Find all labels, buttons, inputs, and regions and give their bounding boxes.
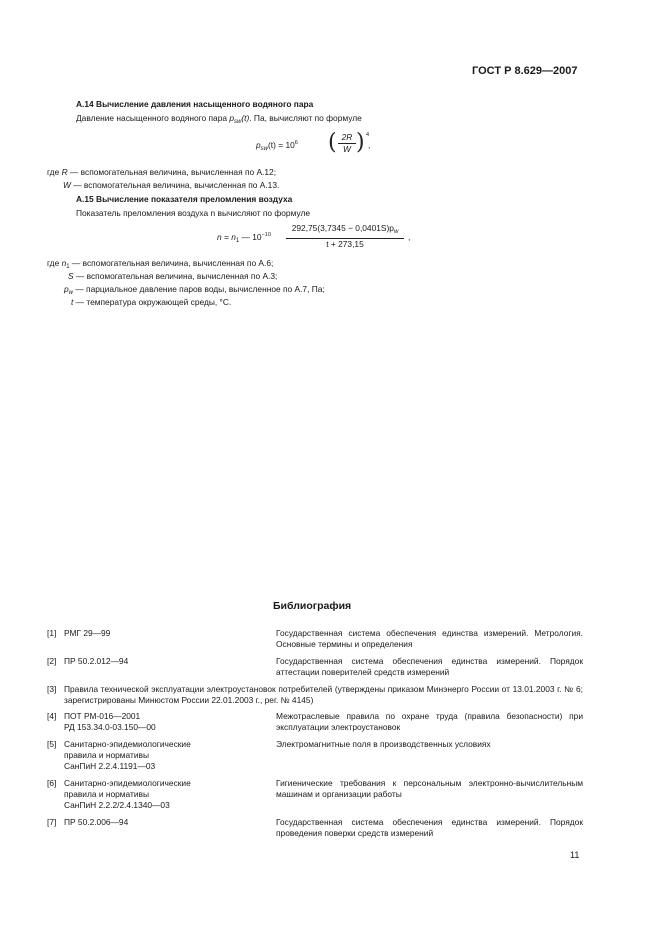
intro-text-pre: Давление насыщенного водяного пара — [76, 113, 230, 123]
where-symbol: W — [63, 180, 71, 190]
where-text: — парциальное давление паров воды, вычисленное по А.7, Па; — [73, 284, 325, 294]
formula-var-sub: sw — [260, 146, 269, 152]
formula-tail: , — [368, 140, 371, 150]
where-text: — вспомогательная величина, вычисленная по А.6; — [69, 258, 274, 268]
formula-a15 — [217, 222, 417, 250]
where-symbol: S — [68, 271, 74, 281]
bib-title: Государственная система обеспечения единства измерений. Порядок аттестации поверителей средств измерений — [276, 656, 583, 677]
formula-var: n = n — [217, 232, 236, 242]
where-sub: 1 — [66, 264, 70, 270]
bib-title: Гигиенические требования к персональным электронно-вычислительным машинам и организации работы — [276, 778, 583, 799]
symbol-sub: sw — [234, 119, 242, 125]
bib-source-line: Санитарно-эпидемиологические — [64, 739, 191, 749]
bib-source — [64, 739, 191, 772]
fraction-numerator: 2R — [338, 132, 356, 144]
bib-number: [7] — [47, 817, 57, 827]
bib-source — [64, 778, 191, 811]
where-lead: где — [47, 167, 62, 177]
bib-source — [64, 711, 156, 733]
where-a15-1 — [68, 271, 277, 282]
numerator-sub: w — [393, 229, 399, 235]
where-text: — вспомогательная величина, вычисленная по А.13. — [70, 180, 280, 190]
bib-title: Электромагнитные поля в производственных условиях — [276, 739, 491, 749]
formula-a14-lhs — [256, 138, 298, 155]
bib-number: [1] — [47, 628, 57, 638]
bib-number: [6] — [47, 778, 57, 788]
right-paren: ) — [356, 130, 365, 155]
formula-a15-lhs — [217, 230, 271, 247]
where-symbol: n — [61, 258, 67, 268]
where-text: — вспомогательная величина, вычисленная по А.12; — [67, 167, 277, 177]
bib-source: ПР 50.2.012—94 — [64, 656, 129, 666]
where-text: — температура окружающей среды, °С. — [73, 297, 232, 307]
formula-a14-fraction — [338, 132, 356, 155]
bib-source-line: правила и нормативы — [64, 750, 150, 760]
section-a14-intro — [76, 113, 362, 128]
where-a15-3 — [71, 297, 231, 308]
formula-a14 — [256, 128, 371, 162]
bib-title: Государственная система обеспечения единства измерений. Метрология. Основные термины и определения — [276, 628, 583, 649]
fraction-denominator: t + 273,15 — [326, 239, 364, 249]
left-paren: ( — [328, 130, 337, 155]
formula-exp: −10 — [261, 232, 271, 238]
bib-source-line: ПОТ РМ-016—2001 — [64, 711, 141, 721]
bib-source-line: РД 153.34.0-03.150—00 — [64, 722, 156, 732]
formula-power: 4 — [366, 132, 370, 138]
bib-title: Государственная система обеспечения единства измерений. Порядок проведения поверки средств измерений — [276, 817, 583, 838]
page-number: 11 — [570, 850, 580, 860]
where-text: — вспомогательная величина, вычисленная по А.3; — [73, 271, 278, 281]
bibliography-title: Библиография — [273, 600, 352, 612]
bib-number: [2] — [47, 656, 57, 666]
where-lead: где — [47, 258, 62, 268]
where-symbol: p — [64, 284, 69, 294]
formula-var-sub: 1 — [235, 238, 240, 244]
formula-exp: 6 — [294, 140, 298, 146]
where-sub: w — [68, 290, 74, 296]
fraction-denominator: W — [343, 144, 351, 154]
formula-arg: (t) = 10 — [268, 140, 295, 150]
bib-source-line: правила и нормативы — [64, 789, 150, 799]
section-a15-title: А.15 Вычисление показателя преломления воздуха — [76, 194, 293, 204]
bib-source-line: СанПиН 2.2.2/2.4.1340—03 — [64, 800, 170, 810]
bib-title: Межотраслевые правила по охране труда (правила безопасности) при эксплуатации электроустановок — [276, 711, 583, 732]
where-a14-0 — [47, 167, 276, 178]
bib-title: Правила технической эксплуатации электроустановок потребителей (утверждены приказом Минэнерго России от 13.01.2003 г. № 6; зарегистрированы Минюстом России 22.01.2003 г., рег. № 4145) — [64, 684, 583, 705]
formula-a15-fraction — [286, 223, 404, 250]
bib-number: [5] — [47, 739, 57, 749]
where-a14-1 — [63, 180, 279, 191]
bib-source: ПР 50.2.006—94 — [64, 817, 129, 827]
document-header: ГОСТ Р 8.629—2007 — [472, 65, 578, 77]
where-symbol: t — [71, 297, 74, 307]
bib-source: РМГ 29—99 — [64, 628, 111, 638]
intro-text-post: . Па, вычисляют по формуле — [249, 113, 362, 123]
formula-tail: , — [408, 232, 411, 242]
symbol-p: p — [229, 113, 235, 123]
section-a15-intro: Показатель преломления воздуха n вычисляют по формуле — [76, 208, 310, 218]
symbol-arg: (t) — [241, 113, 250, 123]
bib-number: [3] — [47, 684, 57, 694]
section-a14-title: А.14 Вычисление давления насыщенного водяного пара — [76, 99, 314, 109]
formula-minus: — 10 — [239, 232, 262, 242]
fraction-numerator — [286, 223, 404, 239]
bib-source-line: Санитарно-эпидемиологические — [64, 778, 191, 788]
numerator-text: 292,75(3,7345 − 0,0401S)p — [291, 223, 394, 233]
bib-source-line: СанПиН 2.2.4.1191—03 — [64, 761, 156, 771]
formula-var: p — [256, 140, 261, 150]
where-symbol: R — [61, 167, 68, 177]
bib-number: [4] — [47, 711, 57, 721]
